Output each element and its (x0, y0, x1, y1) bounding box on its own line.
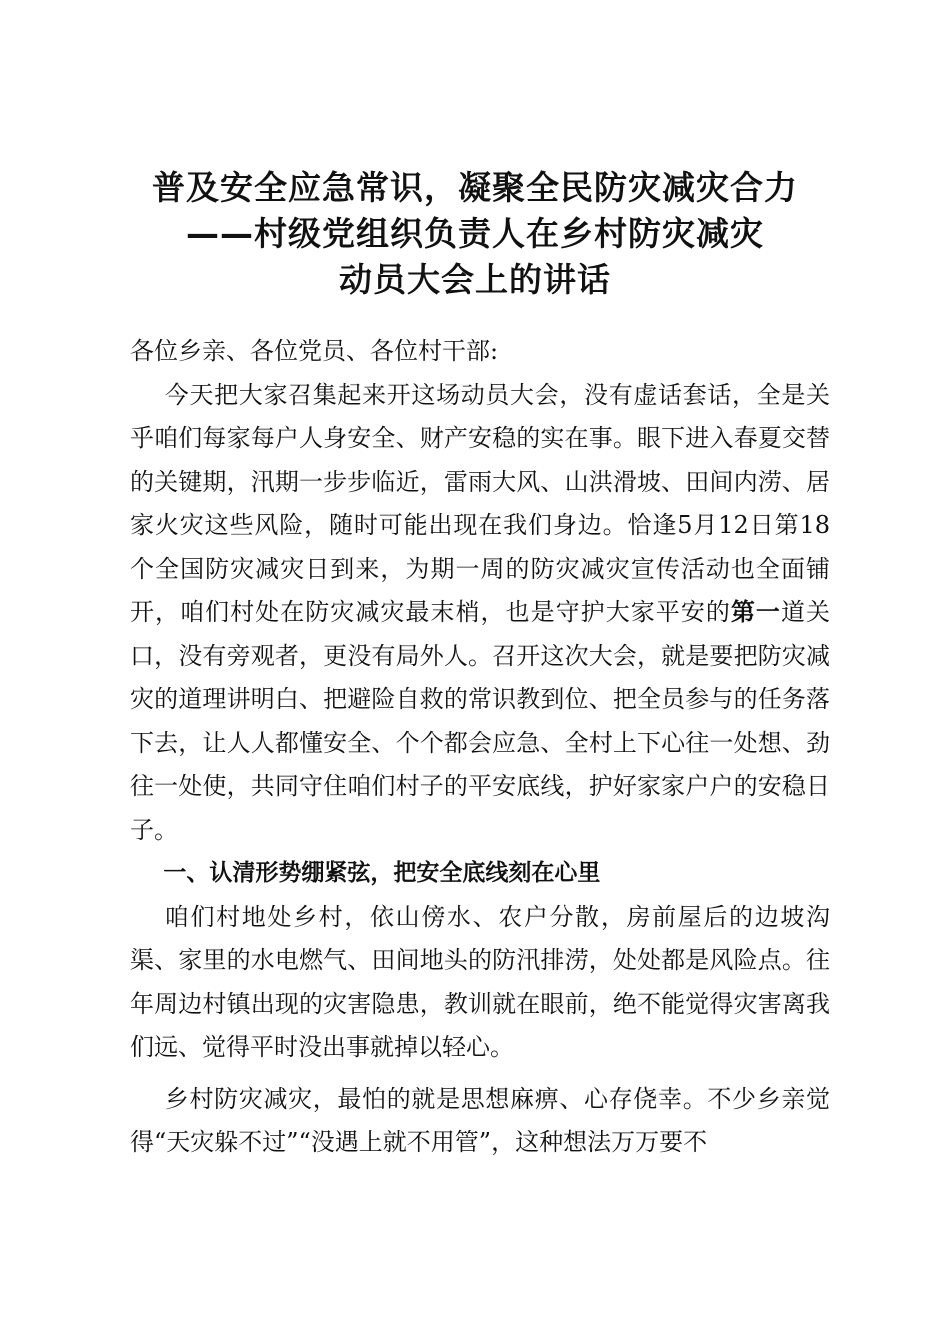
section-1-heading: 一、认清形势绷紧弦，把安全底线刻在心里 (163, 860, 601, 886)
intro-bold-text: 第一 (730, 598, 781, 626)
section-1-paragraph-1: 咱们村地处乡村，依山傍水、农户分散，房前屋后的边坡沟渠、家里的水电燃气、田间地头的防汛排涝，处处都是风险点。往年周边村镇出现的灾害隐患，教训就在眼前，绝不能觉得灾害离我们远、觉得平时没出事就掉以轻心。 (130, 902, 830, 1061)
intro-paragraph (130, 374, 830, 853)
section-1-paragraph-2: 乡村防灾减灾，最怕的就是思想麻痹、心存侥幸。不少乡亲觉得“天灾躲不过”“没遇上就不用管”，这种想法万万要不 (130, 1084, 830, 1156)
intro-text-part2: 道关口，没有旁观者，更没有局外人。召开这次大会，就是要把防灾减灾的道理讲明白、把避险自救的常识教到位、把全员参与的任务落下去，让人人都懂安全、个个都会应急、全村上下心往一处想、劲往一处使，共同守住咱们村子的平安底线，护好家家户户的安稳日子。 (130, 598, 831, 844)
speech-title (60, 165, 890, 303)
title-line-1: 普及安全应急常识，凝聚全民防灾减灾合力 (152, 168, 798, 207)
title-line-2: ——村级党组织负责人在乡村防灾减灾 (186, 214, 764, 253)
intro-text-part1: 今天把大家召集起来开这场动员大会，没有虚话套话，全是关乎咱们每家每户人身安全、财产安稳的实在事。眼下进入春夏交替的关键期，汛期一步步临近，雷雨大风、山洪滑坡、田间内涝、居家火灾这些风险，随时可能出现在我们身边。恰逢5月12日第18个全国防灾减灾日到来，为期一周的防灾减灾宣传活动也全面铺开，咱们村处在防灾减灾最末梢，也是守护大家平安的 (130, 380, 830, 626)
salutation: 各位乡亲、各位党员、各位村干部: (130, 337, 499, 365)
title-line-3: 动员大会上的讲话 (339, 260, 611, 299)
speech-body (130, 330, 830, 1165)
